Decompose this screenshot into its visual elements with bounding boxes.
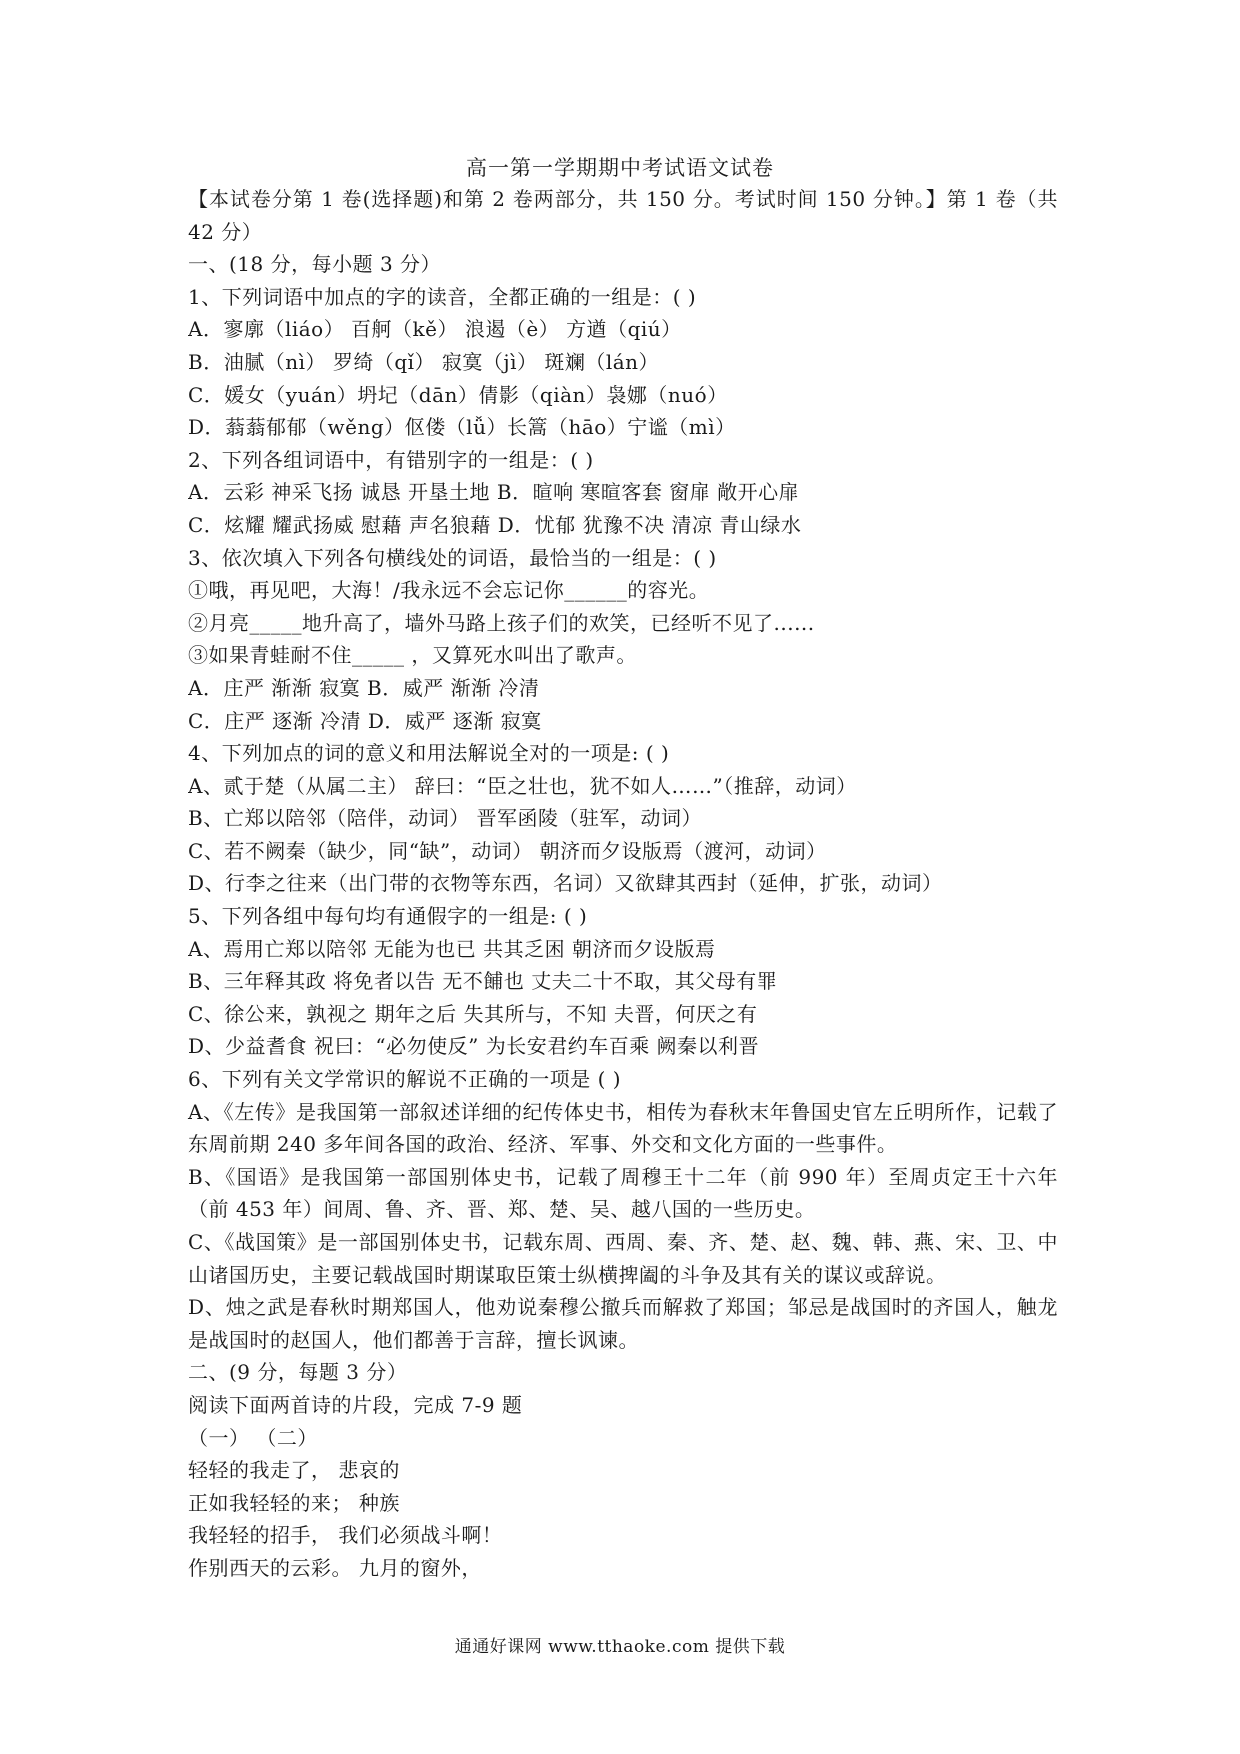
q4-option-d: D、行李之往来（出门带的衣物等东西，名词）又欲肆其西封（延伸，扩张，动词） xyxy=(188,871,943,896)
section2-instruction: 阅读下面两首诗的片段，完成 7-9 题 xyxy=(188,1392,523,1417)
q1-option-b: B．油腻（nì） 罗绮（qǐ） 寂寞（jì） 斑斓（lán） xyxy=(188,349,660,374)
poem-headers: （一） （二） xyxy=(188,1425,318,1450)
q3-sentence-3: ③如果青蛙耐不住_____ ，又算死水叫出了歌声。 xyxy=(188,643,637,668)
q1-stem: 1、下列词语中加点的字的读音，全都正确的一组是：( ) xyxy=(188,284,697,309)
q5-option-c: C、徐公来，孰视之 期年之后 失其所与，不知 夫晋，何厌之有 xyxy=(188,1001,758,1026)
q3-sentence-2: ②月亮_____地升高了，墙外马路上孩子们的欢笑，已经听不见了...... xyxy=(188,610,815,635)
q5-option-b: B、三年释其政 将免者以告 无不餔也 丈夫二十不取，其父母有罪 xyxy=(188,969,778,994)
q2-options-ab: A．云彩 神采飞扬 诚恳 开垦土地 B．暄响 寒暄客套 窗扉 敞开心扉 xyxy=(188,480,800,505)
exam-intro: 【本试卷分第 1 卷(选择题)和第 2 卷两部分，共 150 分。考试时间 150 分钟。】第 1 卷（共 42 分） xyxy=(188,187,1058,244)
q4-option-c: C、若不阙秦（缺少，同“缺”，动词） 朝济而夕设版焉（渡河，动词） xyxy=(188,838,827,863)
q5-option-a: A、焉用亡郑以陪邻 无能为也已 共其乏困 朝济而夕设版焉 xyxy=(188,936,716,961)
q6-stem: 6、下列有关文学常识的解说不正确的一项是 ( ) xyxy=(188,1067,622,1092)
q6-option-a: A、《左传》是我国第一部叙述详细的纪传体史书，相传为春秋末年鲁国史官左丘明所作，记载了东周前期 240 多年间各国的政治、经济、军事、外交和文化方面的一些事件。 xyxy=(188,1099,1058,1157)
poem-line: 轻轻的我走了， 悲哀的 xyxy=(188,1458,400,1483)
q6-option-d: D、烛之武是春秋时期郑国人，他劝说秦穆公撤兵而解救了郑国；邹忌是战国时的齐国人，触龙是战国时的赵国人，他们都善于言辞，擅长讽谏。 xyxy=(188,1295,1058,1352)
poem-line: 作别西天的云彩。 九月的窗外， xyxy=(188,1555,482,1580)
q2-stem: 2、下列各组词语中，有错别字的一组是：( ) xyxy=(188,447,594,472)
section1-header: 一、(18 分，每小题 3 分） xyxy=(188,252,442,277)
poem-line: 正如我轻轻的来； 种族 xyxy=(188,1490,400,1515)
poem-line: 我轻轻的招手， 我们必须战斗啊！ xyxy=(188,1523,503,1548)
q1-option-d: D．蓊蓊郁郁（wěng）伛偻（lǚ）长篙（hāo）宁谧（mì） xyxy=(188,415,736,440)
exam-content xyxy=(188,183,1058,1585)
q1-option-c: C．媛女（yuán）坍圮（dān）倩影（qiàn）袅娜（nuó） xyxy=(188,382,728,407)
q3-stem: 3、依次填入下列各句横线处的词语，最恰当的一组是：( ) xyxy=(188,545,717,570)
page-footer: 通通好课网 www.tthaoke.com 提供下载 xyxy=(454,1637,786,1657)
q3-sentence-1: ①哦，再见吧，大海！/我永远不会忘记你______的容光。 xyxy=(188,578,710,603)
q6-option-c: C、《战国策》是一部国别体史书，记载东周、西周、秦、齐、楚、赵、魏、韩、燕、宋、卫、中山诸国历史，主要记载战国时期谋取臣策士纵横捭阖的斗争及其有关的谋议或辞说。 xyxy=(188,1230,1058,1287)
q4-option-b: B、亡郑以陪邻（陪伴，动词） 晋军函陵（驻军，动词） xyxy=(188,806,703,831)
q6-option-b: B、《国语》是我国第一部国别体史书，记载了周穆王十二年（前 990 年）至周贞定王十六年（前 453 年）间周、鲁、齐、晋、郑、楚、吴、越八国的一些历史。 xyxy=(188,1164,1058,1222)
section2-header: 二、(9 分，每题 3 分） xyxy=(188,1360,408,1385)
q4-option-a: A、贰于楚（从属二主） 辞曰：“臣之壮也，犹不如人……”（推辞，动词） xyxy=(188,773,857,798)
q5-option-d: D、少益耆食 祝曰：“必勿使反” 为长安君约车百乘 阙秦以利晋 xyxy=(188,1034,760,1059)
q5-stem: 5、下列各组中每句均有通假字的一组是: ( ) xyxy=(188,904,588,929)
q3-options-ab: A．庄严 渐渐 寂寞 B．威严 渐渐 冷清 xyxy=(188,675,540,700)
exam-title: 高一第一学期期中考试语文试卷 xyxy=(466,156,774,180)
q3-options-cd: C．庄严 逐渐 冷清 D．威严 逐渐 寂寞 xyxy=(188,708,542,733)
q4-stem: 4、下列加点的词的意义和用法解说全对的一项是: ( ) xyxy=(188,741,670,766)
q2-options-cd: C．炫耀 耀武扬威 慰藉 声名狼藉 D．忧郁 犹豫不决 清凉 青山绿水 xyxy=(188,512,802,537)
q1-option-a: A．寥廓（liáo） 百舸（kě） 浪遏（è） 方遒（qiú） xyxy=(188,317,682,342)
